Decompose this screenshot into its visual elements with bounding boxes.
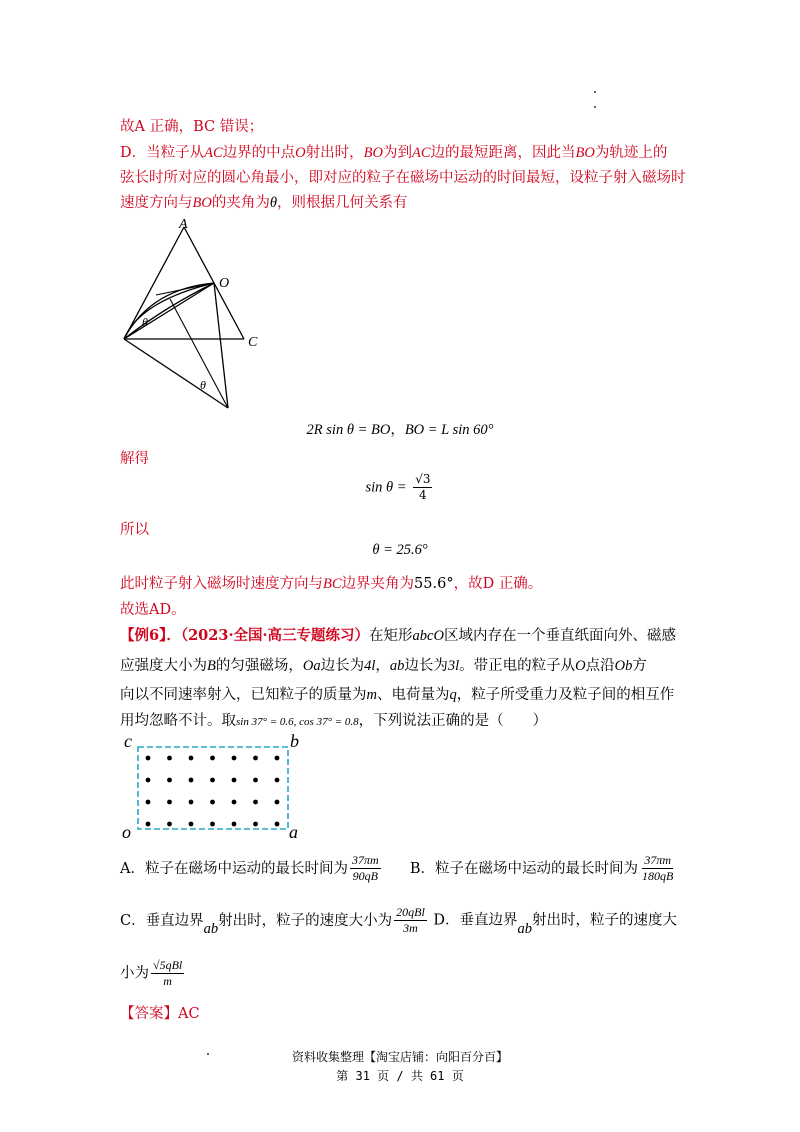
text: 速度方向与 bbox=[120, 195, 193, 211]
field-dot bbox=[189, 756, 194, 761]
field-dot bbox=[275, 778, 280, 783]
solution-line-2 bbox=[120, 141, 667, 162]
text: 区域内存在一个垂直纸面向外、磁感 bbox=[443, 628, 676, 644]
fraction bbox=[413, 472, 432, 503]
math-angle: 55.6° bbox=[414, 576, 454, 592]
math-o: O bbox=[575, 658, 586, 674]
text: 为轨迹上的 bbox=[594, 145, 668, 161]
answer-text: 【答案】AC bbox=[120, 1006, 200, 1022]
triangle-diagram bbox=[110, 215, 270, 415]
equation-1 bbox=[0, 418, 800, 439]
text: 应强度大小为 bbox=[120, 658, 207, 674]
option-c[interactable] bbox=[120, 905, 433, 937]
page-number-text: 第 31 页 / 共 61 页 bbox=[336, 1069, 464, 1083]
label-o: o bbox=[122, 822, 131, 840]
text: 边界夹角为 bbox=[341, 576, 415, 592]
option-c-text: 射出时，粒子的速度大小为 bbox=[218, 912, 393, 929]
label-c: c bbox=[124, 731, 132, 751]
example-source: （2023·全国·高三专题练习） bbox=[180, 627, 370, 644]
field-dot bbox=[275, 822, 280, 827]
label-theta-1: θ bbox=[142, 315, 148, 329]
option-b-text: B．粒子在磁场中运动的最长时间为 bbox=[409, 860, 639, 877]
text: 此时粒子射入磁场时速度方向与 bbox=[120, 576, 323, 592]
radius-b bbox=[124, 339, 228, 408]
text: 的夹角为 bbox=[211, 195, 270, 211]
equation-lhs: sin θ = bbox=[365, 479, 407, 496]
math-ac: AC bbox=[204, 145, 223, 161]
text: D．当粒子从 bbox=[120, 145, 205, 161]
label-a: A bbox=[179, 217, 188, 232]
math-o: O bbox=[295, 145, 306, 161]
page-number bbox=[0, 1067, 800, 1084]
text: 边长为 bbox=[320, 658, 365, 674]
math-trig-values: sin 37° = 0.6, cos 37° = 0.8 bbox=[236, 716, 359, 728]
field-dot bbox=[167, 822, 172, 827]
field-dot bbox=[253, 778, 258, 783]
text: 。带正电的粒子从 bbox=[459, 658, 576, 674]
math-ab: ab bbox=[203, 920, 219, 937]
solution-line-4 bbox=[120, 191, 407, 212]
scan-speck bbox=[594, 91, 596, 93]
solution-line-5 bbox=[120, 447, 149, 468]
field-dot bbox=[232, 800, 237, 805]
text: 点沿 bbox=[585, 658, 615, 674]
solution-line-8 bbox=[120, 598, 186, 619]
math-abco: abcO bbox=[412, 628, 444, 644]
option-row-ab bbox=[120, 853, 677, 884]
example-line-1 bbox=[120, 624, 676, 645]
option-a-fraction bbox=[350, 853, 381, 884]
option-c-text: C．垂直边界 bbox=[120, 912, 204, 929]
answer-line bbox=[120, 1002, 200, 1023]
field-dot bbox=[167, 778, 172, 783]
footer-source bbox=[0, 1048, 800, 1065]
denominator: m bbox=[163, 974, 172, 988]
math-ac: AC bbox=[412, 145, 431, 161]
field-dot bbox=[275, 800, 280, 805]
example-tag: 【例6】． bbox=[120, 627, 181, 644]
math-3l: 3l bbox=[447, 658, 460, 674]
option-c-fraction bbox=[394, 905, 427, 936]
solution-text: 所以 bbox=[120, 522, 149, 538]
label-c: C bbox=[248, 335, 258, 350]
solution-line-6 bbox=[120, 518, 149, 539]
math-theta: θ bbox=[269, 195, 277, 211]
solution-line-3 bbox=[120, 166, 686, 187]
option-d-text: 小为 bbox=[120, 965, 149, 982]
solution-text: 故选AD。 bbox=[120, 602, 186, 618]
math-ab: ab bbox=[389, 658, 405, 674]
option-b-fraction bbox=[640, 853, 675, 884]
numerator: √5qBl bbox=[153, 958, 183, 972]
field-dot bbox=[275, 756, 280, 761]
radius-o bbox=[214, 283, 228, 408]
field-dot bbox=[146, 822, 151, 827]
numerator: 20qBl bbox=[396, 905, 425, 919]
label-o: O bbox=[219, 276, 230, 291]
text: 向以不同速率射入，已知粒子的质量为 bbox=[120, 687, 367, 703]
field-dot bbox=[232, 756, 237, 761]
label-a: a bbox=[289, 822, 298, 840]
option-d-fraction bbox=[151, 958, 184, 989]
label-theta-2: θ bbox=[200, 378, 206, 392]
field-dot bbox=[167, 756, 172, 761]
field-dot bbox=[167, 800, 172, 805]
math-ab: ab bbox=[517, 920, 533, 937]
scan-speck bbox=[594, 106, 596, 108]
field-dot bbox=[210, 778, 215, 783]
text: 、电荷量为 bbox=[376, 687, 450, 703]
equation-part: BO = L sin 60° bbox=[404, 422, 494, 438]
text: 的匀强磁场， bbox=[215, 658, 303, 674]
text: ，下列说法正确的是（ ） bbox=[358, 713, 548, 729]
math-b: B bbox=[207, 658, 216, 674]
field-dot bbox=[210, 800, 215, 805]
denominator: 180qB bbox=[642, 869, 674, 883]
footer-source-text: 资料收集整理【淘宝店铺：向阳百分百】 bbox=[291, 1050, 508, 1064]
option-d-continued bbox=[120, 958, 186, 989]
math-bo: BO bbox=[575, 145, 595, 161]
field-dot bbox=[210, 822, 215, 827]
math-ob: Ob bbox=[614, 658, 633, 674]
denominator: 4 bbox=[419, 488, 427, 502]
equation-sep: ， bbox=[390, 422, 405, 438]
field-dot bbox=[189, 778, 194, 783]
text: ，则根据几何关系有 bbox=[276, 195, 408, 211]
math-m: m bbox=[366, 687, 377, 703]
denominator: 3m bbox=[403, 921, 418, 935]
option-d[interactable] bbox=[433, 913, 677, 937]
equation-part: 2R sin θ = BO bbox=[306, 422, 391, 438]
text: 用均忽略不计。取 bbox=[120, 713, 236, 729]
field-dot bbox=[253, 822, 258, 827]
field-dot bbox=[210, 756, 215, 761]
text: ，故D 正确。 bbox=[453, 576, 543, 592]
math-oa: Oa bbox=[302, 658, 321, 674]
solution-text: 故A 正确，BC 错误； bbox=[120, 119, 264, 135]
field-dot bbox=[253, 800, 258, 805]
track-line bbox=[170, 299, 228, 408]
magnetic-field-diagram bbox=[120, 730, 310, 840]
text: 射出时， bbox=[305, 145, 364, 161]
text: 在矩形 bbox=[369, 628, 413, 644]
example-line-3 bbox=[120, 683, 674, 704]
text: ，粒子所受重力及粒子间的相互作 bbox=[456, 687, 675, 703]
text: 方 bbox=[632, 658, 647, 674]
field-dot bbox=[146, 778, 151, 783]
solution-line-7 bbox=[120, 572, 542, 593]
field-dot bbox=[253, 756, 258, 761]
segment-bo bbox=[124, 283, 214, 339]
numerator: √3 bbox=[415, 472, 431, 486]
text: 边界的中点 bbox=[222, 145, 296, 161]
field-dot bbox=[146, 756, 151, 761]
text: 边的最短距离，因此当 bbox=[430, 145, 576, 161]
option-a-text: A．粒子在磁场中运动的最长时间为 bbox=[120, 860, 348, 877]
math-q: q bbox=[449, 687, 457, 703]
option-d-text: 射出时，粒子的速度大 bbox=[532, 912, 678, 929]
equation-text: θ = 25.6° bbox=[372, 542, 428, 558]
math-4l: 4l bbox=[364, 658, 376, 674]
edge-ab bbox=[124, 227, 184, 339]
field-dot bbox=[232, 778, 237, 783]
text: 边长为 bbox=[404, 658, 448, 674]
field-dot bbox=[232, 822, 237, 827]
option-row-cd bbox=[120, 905, 677, 936]
text: ， bbox=[375, 658, 390, 674]
math-bo: BO bbox=[363, 145, 383, 161]
field-dot bbox=[189, 800, 194, 805]
math-bo: BO bbox=[192, 195, 212, 211]
numerator: 37πm bbox=[351, 853, 379, 867]
field-dot bbox=[146, 800, 151, 805]
field-dots bbox=[146, 756, 280, 827]
field-dot bbox=[189, 822, 194, 827]
solution-text: 弦长时所对应的圆心角最小，即对应的粒子在磁场中运动的时间最短，设粒子射入磁场时 bbox=[120, 170, 686, 186]
solution-text: 解得 bbox=[120, 451, 149, 467]
option-d-text: D．垂直边界 bbox=[433, 912, 518, 929]
equation-3 bbox=[0, 542, 800, 559]
solution-line-1 bbox=[120, 115, 263, 136]
denominator: 90qB bbox=[352, 869, 378, 883]
equation-2 bbox=[0, 472, 800, 503]
example-line-4 bbox=[120, 709, 547, 730]
example-line-2 bbox=[120, 654, 647, 675]
label-b: b bbox=[290, 731, 299, 751]
text: 为到 bbox=[383, 145, 412, 161]
numerator: 37πm bbox=[644, 853, 672, 867]
math-bc: BC bbox=[323, 576, 342, 592]
